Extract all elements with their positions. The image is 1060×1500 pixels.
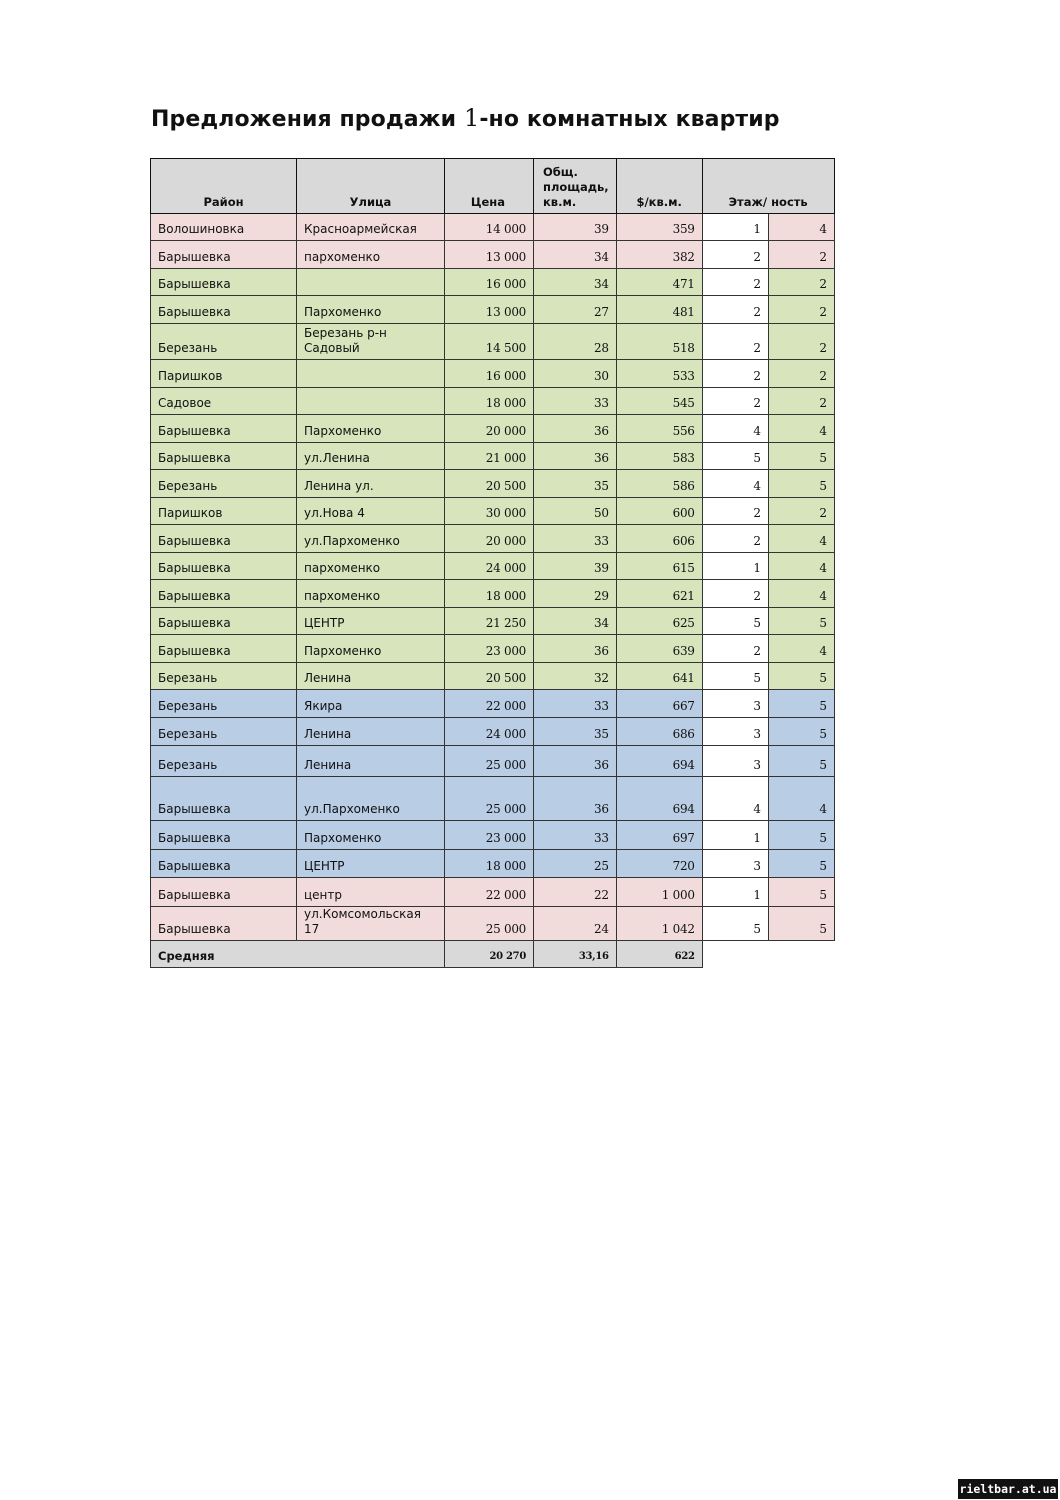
- table-row: [151, 296, 835, 324]
- cell-floor: 2: [702, 241, 768, 269]
- header-area: Общ. площадь, кв.м.: [534, 159, 617, 214]
- cell-price: 25 000: [445, 746, 534, 777]
- cell-total-floors: 5: [768, 690, 834, 718]
- cell-per-sqm: 600: [616, 498, 702, 525]
- cell-area: 30: [534, 360, 617, 388]
- cell-area: 35: [534, 470, 617, 498]
- cell-street: Ленина: [297, 746, 445, 777]
- cell-floor: 4: [702, 470, 768, 498]
- cell-price: 13 000: [445, 296, 534, 324]
- cell-price: 21 250: [445, 608, 534, 635]
- cell-price: 23 000: [445, 635, 534, 663]
- cell-district: Паришков: [151, 360, 297, 388]
- cell-district: Барышевка: [151, 907, 297, 941]
- cell-street: ул.Пархоменко: [297, 777, 445, 821]
- cell-floor: 5: [702, 608, 768, 635]
- cell-street: ул.Пархоменко: [297, 525, 445, 553]
- cell-total-floors: 5: [768, 718, 834, 746]
- table-row: [151, 821, 835, 850]
- cell-district: Барышевка: [151, 635, 297, 663]
- cell-floor: 1: [702, 878, 768, 907]
- cell-per-sqm: 615: [616, 553, 702, 580]
- cell-per-sqm: 556: [616, 415, 702, 443]
- cell-street: пархоменко: [297, 580, 445, 608]
- cell-total-floors: 5: [768, 878, 834, 907]
- cell-floor: 2: [702, 324, 768, 360]
- header-price: Цена: [445, 159, 534, 214]
- title-number: 1: [463, 104, 480, 132]
- cell-per-sqm: 382: [616, 241, 702, 269]
- cell-total-floors: 5: [768, 821, 834, 850]
- header-per-sqm: $/кв.м.: [616, 159, 702, 214]
- cell-area: 36: [534, 415, 617, 443]
- cell-total-floors: 4: [768, 553, 834, 580]
- cell-floor: 1: [702, 214, 768, 241]
- cell-area: 34: [534, 269, 617, 296]
- cell-street: ул.Ленина: [297, 443, 445, 470]
- cell-total-floors: 5: [768, 850, 834, 878]
- cell-street: Пархоменко: [297, 415, 445, 443]
- cell-area: 36: [534, 635, 617, 663]
- cell-area: 28: [534, 324, 617, 360]
- cell-floor: 2: [702, 580, 768, 608]
- cell-district: Волошиновка: [151, 214, 297, 241]
- table-row: [151, 269, 835, 296]
- cell-floor: 2: [702, 269, 768, 296]
- cell-area: 34: [534, 241, 617, 269]
- cell-price: 14 000: [445, 214, 534, 241]
- listings-table: [150, 158, 835, 968]
- cell-price: 18 000: [445, 388, 534, 415]
- cell-price: 20 500: [445, 470, 534, 498]
- cell-area: 39: [534, 553, 617, 580]
- cell-per-sqm: 1 000: [616, 878, 702, 907]
- table-row: [151, 360, 835, 388]
- cell-total-floors: 5: [768, 663, 834, 690]
- cell-street: ул.Комсомольская 17: [297, 907, 445, 941]
- cell-per-sqm: 518: [616, 324, 702, 360]
- cell-street: ЦЕНТР: [297, 850, 445, 878]
- average-per-sqm: 622: [616, 941, 702, 968]
- cell-total-floors: 2: [768, 388, 834, 415]
- table-row: [151, 553, 835, 580]
- table-row: [151, 718, 835, 746]
- cell-price: 18 000: [445, 850, 534, 878]
- cell-street: Ленина ул.: [297, 470, 445, 498]
- cell-price: 20 000: [445, 525, 534, 553]
- cell-area: 35: [534, 718, 617, 746]
- cell-price: 25 000: [445, 907, 534, 941]
- table-row: [151, 470, 835, 498]
- cell-district: Березань: [151, 324, 297, 360]
- cell-price: 22 000: [445, 878, 534, 907]
- cell-district: Березань: [151, 718, 297, 746]
- cell-area: 36: [534, 777, 617, 821]
- table-row: [151, 608, 835, 635]
- cell-street: ул.Нова 4: [297, 498, 445, 525]
- cell-district: Березань: [151, 470, 297, 498]
- title-text-end: -но комнатных квартир: [479, 107, 780, 132]
- table-row: [151, 525, 835, 553]
- cell-floor: 2: [702, 498, 768, 525]
- cell-total-floors: 2: [768, 324, 834, 360]
- cell-area: 33: [534, 525, 617, 553]
- cell-per-sqm: 481: [616, 296, 702, 324]
- cell-total-floors: 4: [768, 525, 834, 553]
- cell-street: Пархоменко: [297, 635, 445, 663]
- cell-floor: 2: [702, 388, 768, 415]
- cell-street: Пархоменко: [297, 821, 445, 850]
- cell-per-sqm: 1 042: [616, 907, 702, 941]
- cell-district: Барышевка: [151, 608, 297, 635]
- average-row: [151, 941, 835, 968]
- cell-per-sqm: 583: [616, 443, 702, 470]
- cell-total-floors: 5: [768, 746, 834, 777]
- cell-per-sqm: 641: [616, 663, 702, 690]
- cell-total-floors: 4: [768, 635, 834, 663]
- cell-per-sqm: 471: [616, 269, 702, 296]
- table-row: [151, 878, 835, 907]
- cell-per-sqm: 686: [616, 718, 702, 746]
- table-row: [151, 850, 835, 878]
- table-row: [151, 580, 835, 608]
- cell-total-floors: 4: [768, 777, 834, 821]
- cell-street: пархоменко: [297, 241, 445, 269]
- cell-street: [297, 269, 445, 296]
- table-row: [151, 241, 835, 269]
- cell-area: 29: [534, 580, 617, 608]
- cell-floor: 5: [702, 443, 768, 470]
- cell-per-sqm: 359: [616, 214, 702, 241]
- cell-floor: 3: [702, 850, 768, 878]
- average-area: 33,16: [534, 941, 617, 968]
- cell-price: 18 000: [445, 580, 534, 608]
- cell-district: Барышевка: [151, 296, 297, 324]
- cell-district: Барышевка: [151, 821, 297, 850]
- cell-per-sqm: 697: [616, 821, 702, 850]
- cell-price: 20 500: [445, 663, 534, 690]
- cell-total-floors: 5: [768, 470, 834, 498]
- cell-total-floors: 2: [768, 498, 834, 525]
- cell-per-sqm: 586: [616, 470, 702, 498]
- cell-district: Барышевка: [151, 415, 297, 443]
- average-empty: [702, 941, 834, 968]
- cell-area: 25: [534, 850, 617, 878]
- cell-area: 33: [534, 821, 617, 850]
- table-row: [151, 663, 835, 690]
- cell-per-sqm: 639: [616, 635, 702, 663]
- cell-floor: 3: [702, 690, 768, 718]
- cell-street: ЦЕНТР: [297, 608, 445, 635]
- cell-floor: 4: [702, 777, 768, 821]
- average-label: Средняя: [151, 941, 445, 968]
- cell-floor: 5: [702, 663, 768, 690]
- table-row: [151, 907, 835, 941]
- cell-per-sqm: 694: [616, 746, 702, 777]
- cell-floor: 3: [702, 746, 768, 777]
- table-row: [151, 635, 835, 663]
- cell-area: 33: [534, 388, 617, 415]
- cell-street: Березань р-н Садовый: [297, 324, 445, 360]
- cell-area: 33: [534, 690, 617, 718]
- cell-floor: 2: [702, 296, 768, 324]
- cell-district: Паришков: [151, 498, 297, 525]
- cell-area: 50: [534, 498, 617, 525]
- cell-floor: 5: [702, 907, 768, 941]
- cell-street: пархоменко: [297, 553, 445, 580]
- cell-district: Березань: [151, 663, 297, 690]
- table-row: [151, 214, 835, 241]
- header-row: [151, 159, 835, 214]
- cell-price: 16 000: [445, 269, 534, 296]
- cell-total-floors: 5: [768, 443, 834, 470]
- cell-per-sqm: 621: [616, 580, 702, 608]
- cell-area: 36: [534, 746, 617, 777]
- cell-total-floors: 2: [768, 269, 834, 296]
- cell-price: 30 000: [445, 498, 534, 525]
- cell-district: Березань: [151, 746, 297, 777]
- header-street: Улица: [297, 159, 445, 214]
- cell-total-floors: 2: [768, 296, 834, 324]
- cell-per-sqm: 533: [616, 360, 702, 388]
- cell-price: 23 000: [445, 821, 534, 850]
- cell-floor: 2: [702, 635, 768, 663]
- cell-total-floors: 2: [768, 360, 834, 388]
- cell-total-floors: 4: [768, 580, 834, 608]
- cell-area: 22: [534, 878, 617, 907]
- cell-district: Барышевка: [151, 553, 297, 580]
- cell-district: Барышевка: [151, 580, 297, 608]
- cell-area: 24: [534, 907, 617, 941]
- cell-total-floors: 5: [768, 907, 834, 941]
- cell-floor: 3: [702, 718, 768, 746]
- cell-street: Якира: [297, 690, 445, 718]
- cell-district: Барышевка: [151, 850, 297, 878]
- cell-total-floors: 4: [768, 415, 834, 443]
- cell-floor: 2: [702, 360, 768, 388]
- cell-per-sqm: 667: [616, 690, 702, 718]
- cell-area: 34: [534, 608, 617, 635]
- cell-area: 39: [534, 214, 617, 241]
- cell-price: 22 000: [445, 690, 534, 718]
- cell-street: Красноармейская: [297, 214, 445, 241]
- cell-floor: 1: [702, 821, 768, 850]
- cell-price: 14 500: [445, 324, 534, 360]
- cell-street: Ленина: [297, 663, 445, 690]
- cell-price: 21 000: [445, 443, 534, 470]
- table-row: [151, 777, 835, 821]
- table-row: [151, 690, 835, 718]
- cell-street: центр: [297, 878, 445, 907]
- cell-price: 25 000: [445, 777, 534, 821]
- cell-per-sqm: 545: [616, 388, 702, 415]
- title-text-start: Предложения продажи: [151, 107, 464, 132]
- table-row: [151, 443, 835, 470]
- average-price: 20 270: [445, 941, 534, 968]
- cell-district: Садовое: [151, 388, 297, 415]
- cell-total-floors: 5: [768, 608, 834, 635]
- cell-per-sqm: 606: [616, 525, 702, 553]
- cell-price: 24 000: [445, 718, 534, 746]
- table-row: [151, 324, 835, 360]
- cell-total-floors: 4: [768, 214, 834, 241]
- cell-district: Барышевка: [151, 525, 297, 553]
- cell-street: Ленина: [297, 718, 445, 746]
- cell-per-sqm: 625: [616, 608, 702, 635]
- table-row: [151, 388, 835, 415]
- cell-price: 13 000: [445, 241, 534, 269]
- cell-street: [297, 388, 445, 415]
- cell-area: 32: [534, 663, 617, 690]
- table-body: [151, 214, 835, 941]
- cell-floor: 4: [702, 415, 768, 443]
- cell-floor: 2: [702, 525, 768, 553]
- cell-price: 16 000: [445, 360, 534, 388]
- page-title: [151, 104, 780, 132]
- header-district: Район: [151, 159, 297, 214]
- cell-district: Барышевка: [151, 443, 297, 470]
- cell-per-sqm: 720: [616, 850, 702, 878]
- table-row: [151, 498, 835, 525]
- header-floors: Этаж/ ность: [702, 159, 834, 214]
- cell-area: 36: [534, 443, 617, 470]
- cell-district: Барышевка: [151, 269, 297, 296]
- cell-district: Барышевка: [151, 878, 297, 907]
- cell-district: Березань: [151, 690, 297, 718]
- table-row: [151, 415, 835, 443]
- cell-district: Барышевка: [151, 777, 297, 821]
- table-row: [151, 746, 835, 777]
- cell-street: Пархоменко: [297, 296, 445, 324]
- cell-district: Барышевка: [151, 241, 297, 269]
- cell-total-floors: 2: [768, 241, 834, 269]
- cell-price: 20 000: [445, 415, 534, 443]
- cell-floor: 1: [702, 553, 768, 580]
- watermark: rieltbar.at.ua: [958, 1479, 1058, 1499]
- cell-street: [297, 360, 445, 388]
- cell-area: 27: [534, 296, 617, 324]
- cell-per-sqm: 694: [616, 777, 702, 821]
- cell-price: 24 000: [445, 553, 534, 580]
